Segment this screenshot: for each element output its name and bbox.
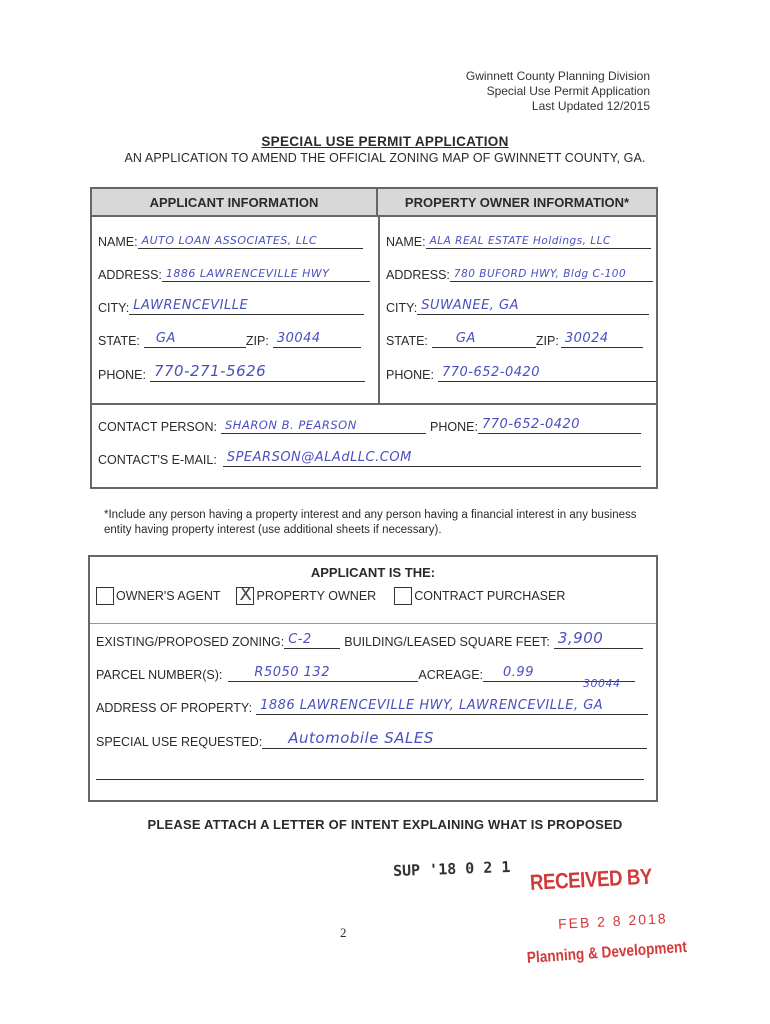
property-owner-checkbox[interactable] xyxy=(236,584,254,605)
owner-name-field[interactable] xyxy=(426,231,651,249)
owner-state-label: STATE: xyxy=(386,334,428,348)
header-division: Gwinnett County Planning Division xyxy=(465,69,650,83)
applicant-state-field[interactable] xyxy=(144,330,246,348)
owner-city-value: SUWANEE, GA xyxy=(421,298,520,313)
page-title: SPECIAL USE PERMIT APPLICATION xyxy=(261,134,509,149)
property-owner-label: PROPERTY OWNER xyxy=(256,589,377,603)
owner-info-heading: PROPERTY OWNER INFORMATION* xyxy=(378,189,656,217)
applicant-name-value: AUTO LOAN ASSOCIATES, LLC xyxy=(141,234,318,247)
owner-city-row xyxy=(386,297,649,315)
owner-phone-field[interactable] xyxy=(438,364,656,382)
applicant-state-label: STATE: xyxy=(98,334,140,348)
sup-stamp: SUP '18 0 2 1 xyxy=(392,857,511,881)
applicant-phone-row xyxy=(98,364,365,382)
special-use-value: Automobile SALES xyxy=(288,729,434,747)
options-divider xyxy=(90,623,656,624)
owner-city-label: CITY: xyxy=(386,301,418,315)
applicant-type-options xyxy=(96,584,566,605)
contact-email-field[interactable] xyxy=(223,449,641,467)
checkbox-mark: X xyxy=(239,584,252,605)
page-subtitle: AN APPLICATION TO AMEND THE OFFICIAL ZONING MAP OF GWINNETT COUNTY, GA. xyxy=(124,151,646,165)
received-stamp: RECEIVED BY xyxy=(529,863,653,895)
zoning-field[interactable] xyxy=(284,631,340,649)
contact-phone-value: 770-652-0420 xyxy=(481,417,581,432)
header-updated: Last Updated 12/2015 xyxy=(531,99,650,113)
contact-email-row xyxy=(98,449,641,467)
sqft-value: 3,900 xyxy=(557,629,604,647)
applicant-owner-section xyxy=(90,187,658,489)
property-address-row xyxy=(96,697,648,715)
owners-agent-label: OWNER'S AGENT xyxy=(116,589,221,603)
zoning-row xyxy=(96,631,643,649)
parcel-label: PARCEL NUMBER(S): xyxy=(96,668,223,682)
owner-address-label: ADDRESS: xyxy=(386,268,450,282)
applicant-phone-value: 770-271-5626 xyxy=(153,362,267,380)
applicant-info-heading: APPLICANT INFORMATION xyxy=(92,189,378,217)
zoning-value: C-2 xyxy=(288,632,312,647)
owner-zip-value: 30024 xyxy=(564,331,609,346)
received-date-stamp: FEB 2 8 2018 xyxy=(557,910,668,932)
contact-person-value: SHARON B. PEARSON xyxy=(225,418,357,432)
applicant-phone-field[interactable] xyxy=(150,364,365,382)
blank-line-field[interactable] xyxy=(96,762,644,780)
applicant-city-value: LAWRENCEVILLE xyxy=(133,298,249,313)
parcel-field[interactable] xyxy=(228,664,418,682)
section-divider xyxy=(92,403,656,405)
applicant-address-label: ADDRESS: xyxy=(98,268,162,282)
applicant-zip-label: ZIP: xyxy=(245,334,269,348)
owner-state-value: GA xyxy=(455,331,476,346)
parcel-value: R5050 132 xyxy=(254,665,330,680)
owner-phone-row xyxy=(386,364,656,382)
owner-phone-label: PHONE: xyxy=(386,368,434,382)
owner-address-value: 780 BUFORD HWY, Bldg C-100 xyxy=(453,268,627,280)
contact-person-field[interactable] xyxy=(221,416,426,434)
special-use-row xyxy=(96,731,647,749)
owner-state-zip-row xyxy=(386,330,643,348)
applicant-address-field[interactable] xyxy=(162,264,370,282)
title-block xyxy=(0,134,770,165)
page-number: 2 xyxy=(340,925,347,940)
owner-name-label: NAME: xyxy=(386,235,426,249)
contract-purchaser-label: CONTRACT PURCHASER xyxy=(414,589,566,603)
applicant-zip-value: 30044 xyxy=(276,331,321,346)
contact-person-label: CONTACT PERSON: xyxy=(98,420,217,434)
contact-email-label: CONTACT'S E-MAIL: xyxy=(98,453,217,467)
contact-email-value: SPEARSON@ALAdLLC.COM xyxy=(226,450,412,465)
contact-phone-label: PHONE: xyxy=(430,420,478,434)
zoning-label: EXISTING/PROPOSED ZONING: xyxy=(96,635,285,649)
property-address-value: 1886 LAWRENCEVILLE HWY, LAWRENCEVILLE, GA xyxy=(260,698,604,713)
special-use-field[interactable] xyxy=(262,731,647,749)
applicant-city-row xyxy=(98,297,364,315)
acreage-value: 0.99 xyxy=(503,665,534,680)
applicant-city-label: CITY: xyxy=(98,301,130,315)
applicant-address-row xyxy=(98,264,370,282)
applicant-city-field[interactable] xyxy=(129,297,364,315)
owner-name-value: ALA REAL ESTATE Holdings, LLC xyxy=(429,235,611,247)
owner-state-field[interactable] xyxy=(432,330,536,348)
applicant-phone-label: PHONE: xyxy=(98,368,146,382)
header-form-name: Special Use Permit Application xyxy=(486,84,650,98)
owner-zip-field[interactable] xyxy=(561,330,643,348)
owner-name-row xyxy=(386,231,651,249)
applicant-zip-field[interactable] xyxy=(273,330,361,348)
acreage-label: ACREAGE: xyxy=(418,668,484,682)
applicant-name-label: NAME: xyxy=(98,235,138,249)
department-stamp: Planning & Development xyxy=(526,938,688,967)
owner-address-row xyxy=(386,264,653,282)
property-address-label: ADDRESS OF PROPERTY: xyxy=(96,701,253,715)
property-address-field[interactable] xyxy=(256,697,648,715)
applicant-name-row xyxy=(98,231,363,249)
special-use-label: SPECIAL USE REQUESTED: xyxy=(96,735,263,749)
column-divider xyxy=(378,217,380,403)
applicant-address-value: 1886 LAWRENCEVILLE HWY xyxy=(165,267,330,280)
footnote: *Include any person having a property interest and any person having a financial interest in any business entity having property interest (use additional sheets if necessary). xyxy=(104,509,637,536)
extra-zip-note: 30044 xyxy=(583,677,621,690)
owner-zip-label: ZIP: xyxy=(535,334,559,348)
owner-address-field[interactable] xyxy=(450,264,653,282)
owner-phone-value: 770-652-0420 xyxy=(441,365,541,380)
contact-phone-field[interactable] xyxy=(478,416,641,434)
owner-city-field[interactable] xyxy=(417,297,649,315)
sqft-label: BUILDING/LEASED SQUARE FEET: xyxy=(344,635,550,649)
parcel-row xyxy=(96,664,635,682)
applicant-type-section xyxy=(88,555,658,802)
attach-letter-note: PLEASE ATTACH A LETTER OF INTENT EXPLAINING WHAT IS PROPOSED xyxy=(147,817,623,832)
sqft-field[interactable] xyxy=(554,631,643,649)
owners-agent-checkbox[interactable] xyxy=(96,587,114,605)
document-header xyxy=(466,69,650,114)
applicant-state-zip-row xyxy=(98,330,361,348)
applicant-state-value: GA xyxy=(155,331,176,346)
applicant-is-heading: APPLICANT IS THE: xyxy=(310,565,436,580)
applicant-name-field[interactable] xyxy=(138,231,363,249)
contract-purchaser-checkbox[interactable] xyxy=(394,587,412,605)
contact-person-row xyxy=(98,416,641,434)
